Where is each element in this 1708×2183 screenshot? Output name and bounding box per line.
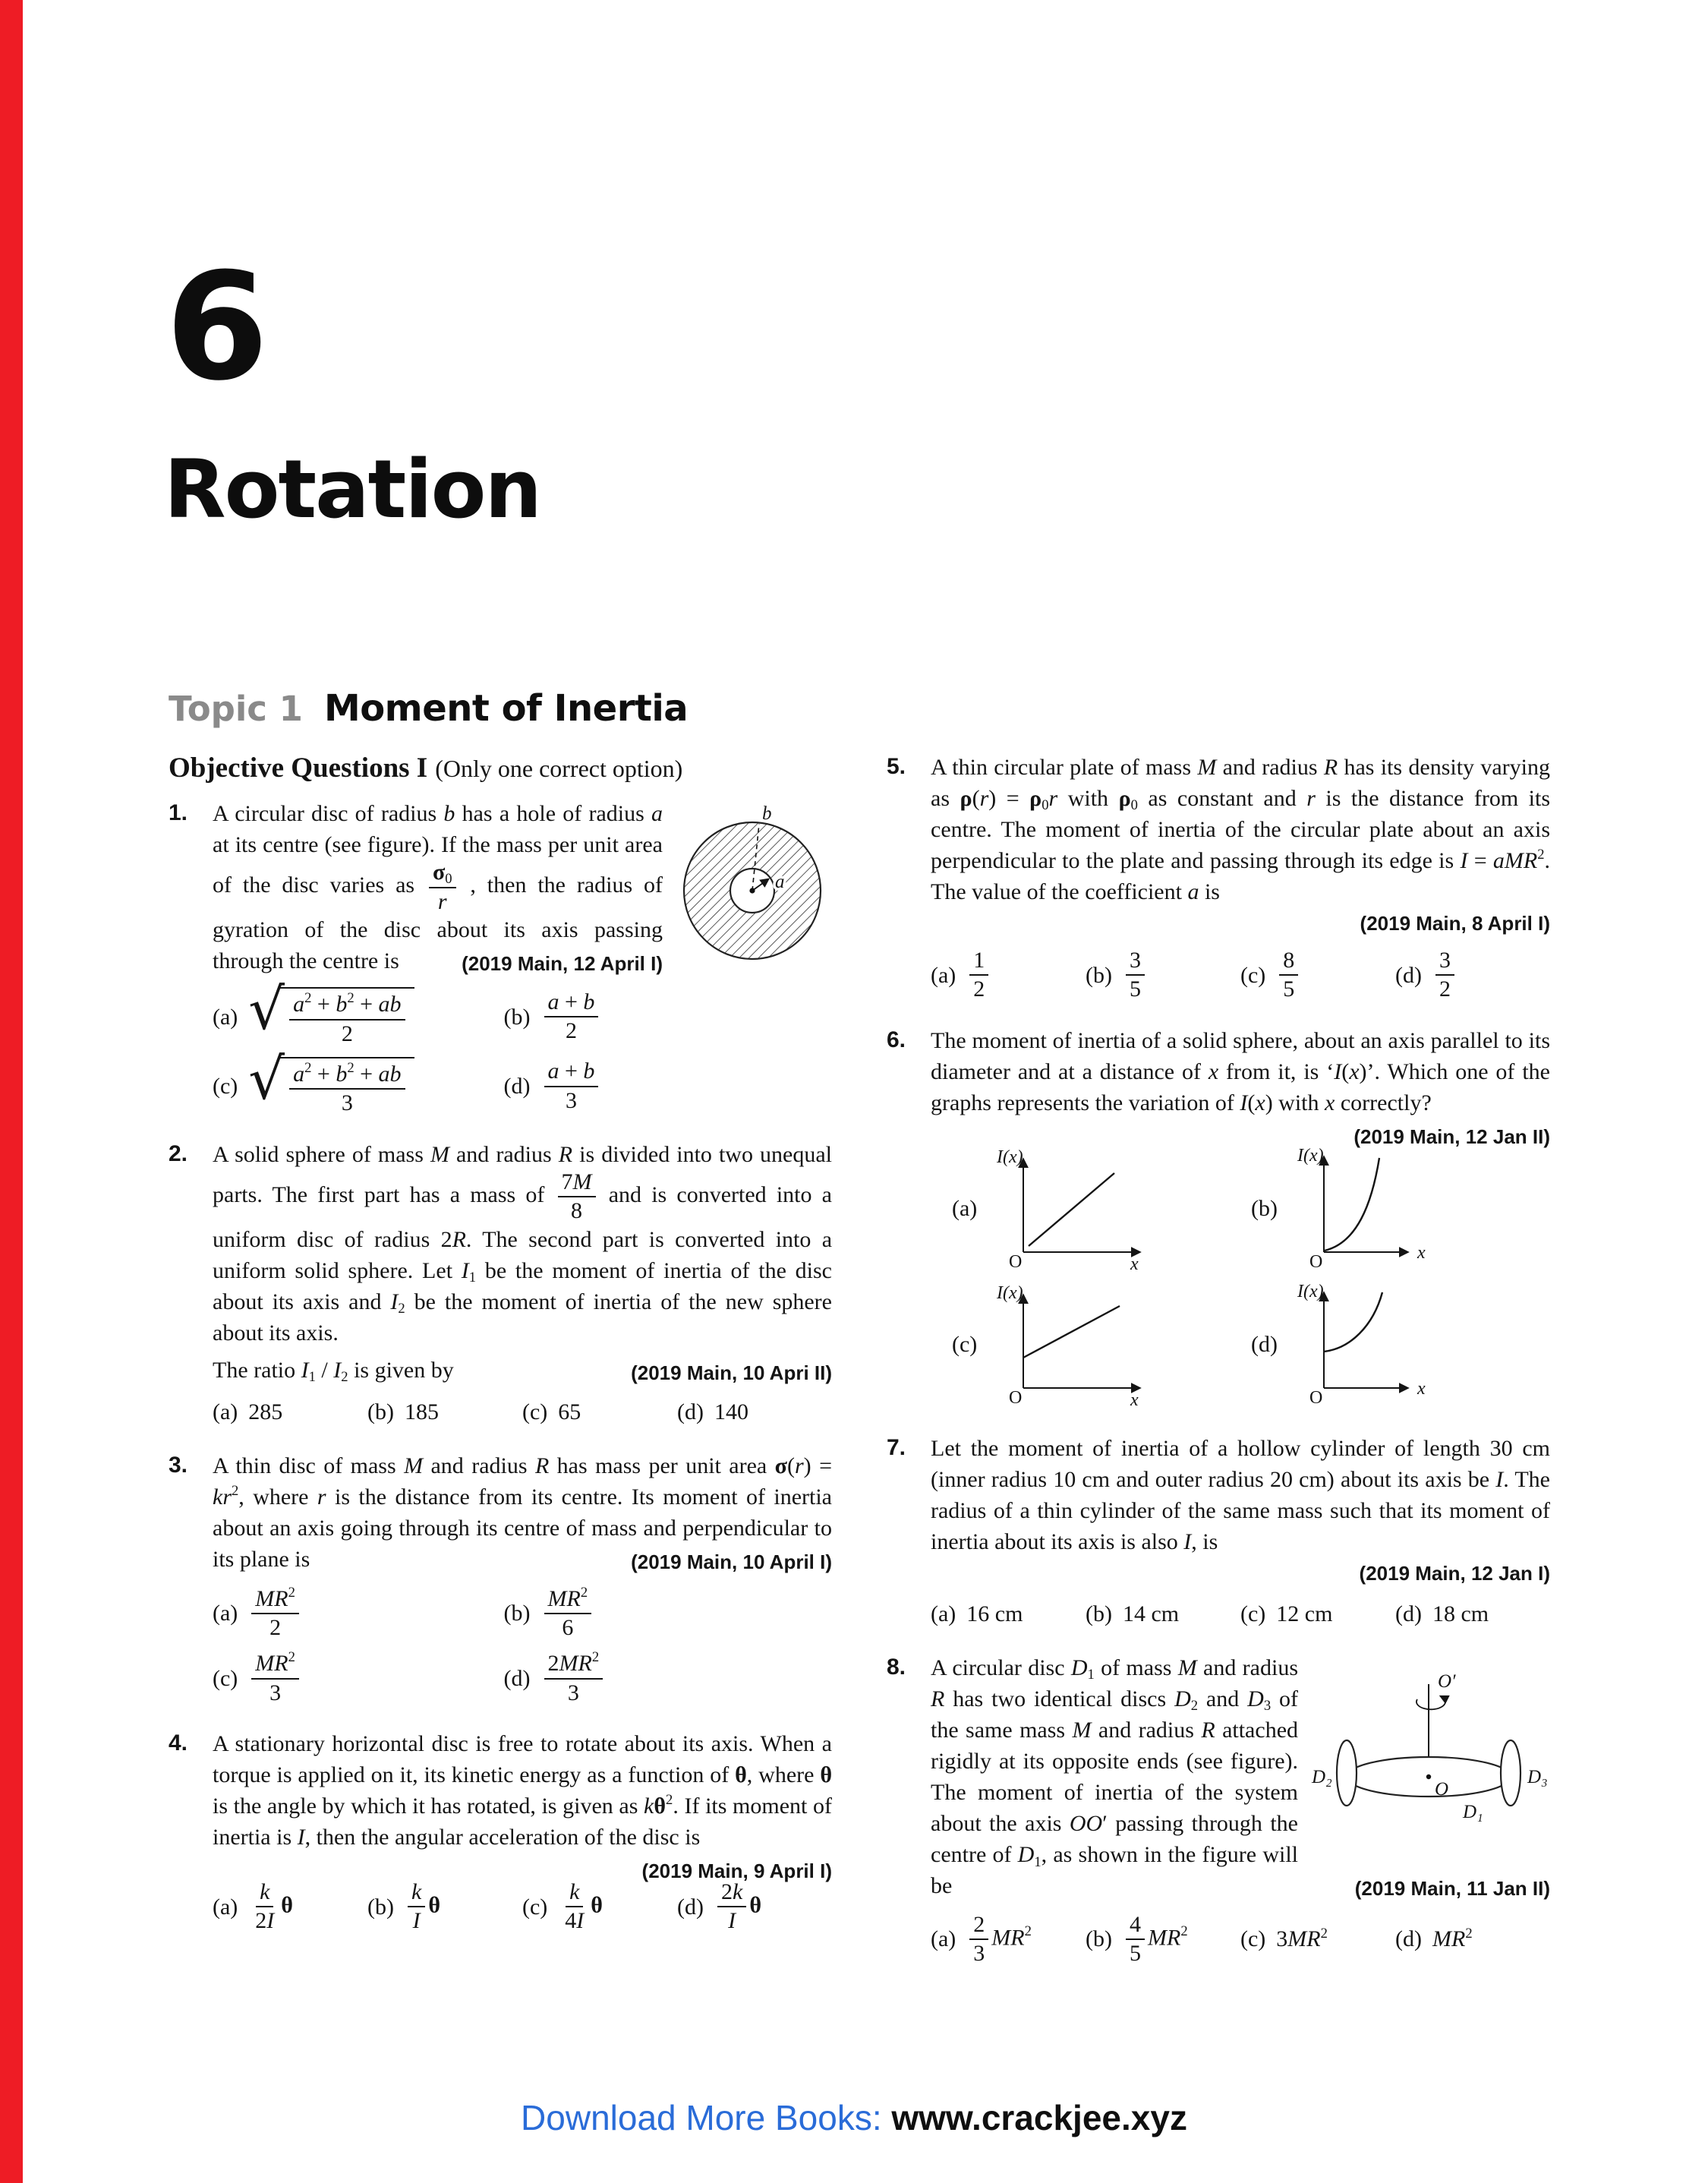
footer-text: Download More Books: xyxy=(521,2098,892,2137)
question-1-options-row-1 xyxy=(213,976,832,1046)
topic-heading xyxy=(169,687,688,730)
option-label: (b) xyxy=(367,1894,394,1920)
option-value: 140 xyxy=(714,1399,748,1425)
question-8 xyxy=(887,1652,1550,1967)
graph-c-curve xyxy=(1023,1306,1120,1358)
option-value: $\frac{MR^2}{6}$ xyxy=(541,1586,595,1641)
question-5 xyxy=(887,752,1550,1002)
question-8-source: (2019 Main, 11 Jan II) xyxy=(1354,1877,1550,1901)
option-label: (a) xyxy=(213,1894,238,1920)
question-7-option-c xyxy=(1240,1598,1395,1629)
y-axis-label: I(x) xyxy=(997,1282,1023,1303)
graph-c-label: (c) xyxy=(952,1331,978,1357)
question-7-number: 7. xyxy=(887,1434,906,1460)
option-value: $\frac{4}{5}$ $MR^2$ xyxy=(1123,1913,1188,1967)
option-label: (b) xyxy=(1086,1601,1112,1626)
question-2-option-b xyxy=(367,1396,522,1427)
question-8-option-d xyxy=(1395,1923,1550,1954)
option-value: 185 xyxy=(404,1399,439,1425)
graph-option-a xyxy=(952,1146,1251,1271)
graph-a-label: (a) xyxy=(952,1195,978,1221)
objective-questions-subheading: (Only one correct option) xyxy=(435,755,683,782)
question-1-options-row-2 xyxy=(213,1045,832,1116)
option-value: 12 cm xyxy=(1276,1601,1333,1626)
option-value: $\frac{1}{2}$ xyxy=(966,948,991,1002)
option-label: (b) xyxy=(1086,962,1112,988)
question-5-option-c xyxy=(1240,948,1395,1002)
question-7-source-row xyxy=(931,1560,1550,1588)
x-axis-label: x xyxy=(1130,1390,1139,1407)
question-6-number: 6. xyxy=(887,1027,906,1052)
topic-label: Topic 1 xyxy=(169,689,303,729)
question-3-option-d xyxy=(504,1651,796,1705)
question-2-option-d xyxy=(677,1396,832,1427)
question-3-option-b xyxy=(504,1586,796,1641)
question-1-text: A circular disc of radius b has a hole of radius a at its centre (see figure). If the mass per unit area of the disc varies as $\frac{\sigma_0}{r}$ , then the radius of gyration of the disc about its axis passing through the centre is (2019 Main, 12 April I) xyxy=(213,798,832,976)
left-column xyxy=(169,752,832,1989)
label-a: a xyxy=(775,872,785,892)
option-value: $\frac{a + b}{3}$ xyxy=(541,1059,602,1113)
annulus-figure-svg xyxy=(676,798,832,971)
option-value: $\frac{2MR^2}{3}$ xyxy=(541,1651,607,1705)
question-3-text: A thin disc of mass M and radius R has mass per unit area $\sigma(r) = kr^2$, where r is the distance from its centre. Its moment of inertia about an axis going through its centre of mass and perpendicular to its plane is (2019 Main, 10 April I) xyxy=(213,1450,832,1575)
option-value: 14 cm xyxy=(1122,1601,1180,1626)
question-6-text: The moment of inertia of a solid sphere, about an axis parallel to its diameter and at a distance of x from it, is ‘I(x)’. Which one of the graphs represents the variation of I(x) with x correctly? (2019 Main, 12 Jan II) xyxy=(931,1025,1550,1118)
option-label: (b) xyxy=(1086,1926,1112,1952)
graph-c-plot xyxy=(989,1282,1179,1407)
option-label: (c) xyxy=(1240,1601,1266,1626)
question-5-source: (2019 Main, 8 April I) xyxy=(1360,912,1550,935)
question-4-text: A stationary horizontal disc is free to rotate about its axis. When a torque is applied on it, its kinetic energy as a function of θ, where θ is the angle by which it has rotated, is given as $k\theta^2$. If its moment of inertia is I, then the angular acceleration of the disc is (2019 Main, 9 April I) xyxy=(213,1728,832,1853)
question-7 xyxy=(887,1433,1550,1629)
graph-d-curve xyxy=(1324,1292,1382,1352)
question-3-options-row-1 xyxy=(213,1586,832,1641)
question-7-option-b xyxy=(1086,1598,1240,1629)
graph-a-curve xyxy=(1029,1173,1114,1246)
option-label: (a) xyxy=(213,1600,238,1626)
option-value: $\frac{2k}{I}$ θ xyxy=(714,1880,761,1934)
disc-d3 xyxy=(1501,1740,1520,1806)
question-8-number: 8. xyxy=(887,1654,906,1680)
section-heading xyxy=(169,752,832,784)
x-axis-label: x xyxy=(1417,1242,1426,1263)
graph-b-label: (b) xyxy=(1251,1195,1278,1221)
option-label: (c) xyxy=(522,1399,548,1425)
option-value: $3MR^2$ xyxy=(1276,1925,1328,1952)
d2-label: D₂ xyxy=(1312,1766,1332,1787)
chapter-edge-stripe xyxy=(0,0,23,2183)
question-7-source: (2019 Main, 12 Jan I) xyxy=(1359,1562,1550,1585)
option-label: (c) xyxy=(1240,1926,1266,1952)
d1-label: D₁ xyxy=(1463,1801,1483,1822)
y-axis-label: I(x) xyxy=(1297,1281,1324,1301)
question-4-option-a xyxy=(213,1880,367,1934)
graph-b-curve xyxy=(1325,1158,1379,1251)
two-column-body xyxy=(169,752,1550,1989)
option-value: $\frac{2}{3}$ $MR^2$ xyxy=(966,1913,1032,1967)
three-discs-figure-svg xyxy=(1307,1655,1550,1841)
question-2-option-a xyxy=(213,1396,367,1427)
right-column xyxy=(887,752,1550,1989)
question-2-text-2: The ratio $I_1 / I_2$ is given by (2019 Main, 10 Apri II) xyxy=(213,1355,832,1386)
question-6-source: (2019 Main, 12 Jan II) xyxy=(1353,1125,1550,1149)
option-label: (c) xyxy=(522,1894,548,1920)
origin-label: O xyxy=(1309,1387,1323,1407)
question-3-option-a xyxy=(213,1586,504,1641)
question-5-number: 5. xyxy=(887,754,906,779)
chapter-title: Rotation xyxy=(164,443,540,536)
y-axis-label: I(x) xyxy=(1297,1145,1324,1166)
axis-top-label: O′ xyxy=(1438,1670,1456,1692)
q6-graph-options xyxy=(952,1146,1550,1407)
question-5-option-a xyxy=(931,948,1086,1002)
objective-questions-heading: Objective Questions I xyxy=(169,752,428,784)
option-value: $MR^2$ xyxy=(1432,1925,1473,1952)
option-value: $\frac{a + b}{2}$ xyxy=(541,990,602,1044)
question-8-option-b xyxy=(1086,1913,1240,1967)
origin-label: O xyxy=(1009,1387,1023,1407)
question-4-number: 4. xyxy=(169,1730,188,1756)
graph-d-label: (d) xyxy=(1251,1331,1278,1357)
question-2-text: A solid sphere of mass M and radius R is divided into two unequal parts. The first part has a mass of $\frac{7M}{8}$ and is converted into a uniform disc of radius 2R. The second part is converted into a uniform solid sphere. Let $I_1$ be the moment of inertia of the disc about its axis and $I_2$ be the moment of inertia of the new sphere about its axis. xyxy=(213,1141,833,1345)
option-value: √ $\frac{a^2 + b^2 + ab}{2}$ xyxy=(248,987,414,1046)
x-axis-label: x xyxy=(1130,1254,1139,1271)
question-7-option-d xyxy=(1395,1598,1550,1629)
option-label: (a) xyxy=(931,1601,956,1626)
y-axis-label: I(x) xyxy=(997,1147,1023,1167)
question-1-option-b xyxy=(504,990,796,1044)
option-label: (a) xyxy=(213,1399,238,1425)
option-label: (d) xyxy=(677,1894,704,1920)
topic-title: Moment of Inertia xyxy=(323,687,689,730)
question-2-source: (2019 Main, 10 Apri II) xyxy=(631,1361,832,1384)
graph-b-plot xyxy=(1290,1146,1480,1271)
graph-a-plot xyxy=(989,1146,1179,1271)
option-label: (b) xyxy=(503,1004,531,1030)
option-value: 18 cm xyxy=(1432,1601,1489,1626)
chapter-number: 6 xyxy=(165,241,266,413)
option-label: (d) xyxy=(503,1074,531,1099)
origin-label: O xyxy=(1309,1251,1323,1271)
footer-link[interactable]: www.crackjee.xyz xyxy=(891,2098,1187,2137)
question-5-option-d xyxy=(1395,948,1550,1002)
option-label: (c) xyxy=(213,1074,238,1099)
option-label: (a) xyxy=(931,962,956,988)
label-b: b xyxy=(762,803,772,824)
origin-label: O xyxy=(1009,1251,1023,1271)
option-value: $\frac{k}{2I}$ θ xyxy=(255,1879,293,1934)
annulus-figure xyxy=(676,798,832,980)
option-value: $\frac{MR^2}{2}$ xyxy=(248,1586,302,1641)
graph-option-c xyxy=(952,1282,1251,1407)
option-label: (d) xyxy=(1395,962,1422,988)
disc-d2 xyxy=(1337,1740,1357,1806)
question-1-option-c xyxy=(213,1045,504,1116)
question-6 xyxy=(887,1025,1550,1410)
question-4-source: (2019 Main, 9 April I) xyxy=(641,1860,832,1883)
page-footer xyxy=(0,2097,1708,2138)
option-label: (a) xyxy=(931,1926,956,1952)
question-4 xyxy=(169,1728,832,1934)
option-label: (d) xyxy=(677,1399,704,1425)
question-3-option-c xyxy=(213,1651,504,1705)
option-value: √ $\frac{a^2 + b^2 + ab}{3}$ xyxy=(248,1057,414,1116)
option-value: $\frac{8}{5}$ xyxy=(1276,948,1301,1002)
question-8-option-c xyxy=(1240,1923,1395,1954)
option-label: (b) xyxy=(367,1399,394,1425)
three-discs-figure xyxy=(1307,1655,1550,1850)
option-label: (a) xyxy=(213,1004,238,1030)
option-label: (c) xyxy=(213,1665,238,1691)
rotation-arrow xyxy=(1417,1696,1445,1709)
question-2-option-c xyxy=(522,1396,677,1427)
question-2-options-row xyxy=(213,1396,832,1427)
question-2 xyxy=(169,1139,832,1427)
graph-option-d xyxy=(1251,1282,1550,1407)
option-value: 285 xyxy=(248,1399,283,1425)
question-4-option-b xyxy=(367,1880,522,1934)
option-value: $\frac{k}{I}$ θ xyxy=(405,1880,440,1934)
option-label: (d) xyxy=(1395,1601,1422,1626)
question-5-option-b xyxy=(1086,948,1240,1002)
question-4-options-row xyxy=(213,1880,832,1934)
question-1-option-d xyxy=(504,1059,796,1113)
question-3-number: 3. xyxy=(169,1453,188,1478)
question-1 xyxy=(169,798,832,1116)
option-value: 16 cm xyxy=(966,1601,1023,1626)
option-label: (b) xyxy=(503,1600,531,1626)
question-3-options-row-2 xyxy=(213,1651,832,1705)
question-4-option-c xyxy=(522,1880,677,1934)
d3-label: D₃ xyxy=(1527,1766,1548,1787)
question-7-options-row xyxy=(931,1598,1550,1629)
graph-d-plot xyxy=(1290,1282,1480,1407)
option-label: (c) xyxy=(1240,962,1266,988)
option-value: $\frac{MR^2}{3}$ xyxy=(248,1651,302,1705)
question-5-options-row xyxy=(931,948,1550,1002)
centre-label: O xyxy=(1435,1778,1449,1800)
option-value: $\frac{3}{2}$ xyxy=(1432,948,1457,1002)
option-value: $\frac{k}{4I}$ θ xyxy=(565,1879,603,1934)
option-label: (d) xyxy=(1395,1926,1422,1952)
graph-option-b xyxy=(1251,1146,1550,1271)
question-1-number: 1. xyxy=(169,800,188,825)
option-label: (d) xyxy=(503,1665,531,1691)
question-3 xyxy=(169,1450,832,1705)
question-8-options-row xyxy=(931,1913,1550,1967)
option-value: $\frac{3}{5}$ xyxy=(1123,948,1148,1002)
question-7-option-a xyxy=(931,1598,1086,1629)
question-5-source-row xyxy=(931,910,1550,938)
question-8-text: A circular disc $D_1$ of mass M and radius R has two identical discs $D_2$ and $D_3$ of the same mass M and radius R attached rigidly at its opposite ends (see figure). The moment of inertia of the system about the axis OO′ passing through the centre of $D_1$, as shown in the figure will be (2019 Main, 11 Jan II) xyxy=(931,1652,1550,1902)
question-8-option-a xyxy=(931,1913,1086,1967)
question-3-source: (2019 Main, 10 April I) xyxy=(631,1550,832,1574)
question-1-option-a xyxy=(213,976,504,1046)
question-5-text: A thin circular plate of mass M and radius R has its density varying as $\rho(r) = \rho_0r$ with $\rho_0$ as constant and r is the distance from its centre. The moment of inertia of the circular plate about an axis perpendicular to the plate and passing through its edge is I = aMR$^2$. The value of the coefficient a is xyxy=(931,755,1551,905)
question-1-source: (2019 Main, 12 April I) xyxy=(462,952,663,976)
question-2-number: 2. xyxy=(169,1140,188,1166)
x-axis-label: x xyxy=(1417,1378,1426,1399)
question-7-text: Let the moment of inertia of a hollow cylinder of length 30 cm (inner radius 10 cm and outer radius 20 cm) about its axis be I. The radius of a thin cylinder of the same mass such that its moment of inertia about its axis is also I, is xyxy=(931,1435,1550,1555)
question-4-option-d xyxy=(677,1880,832,1934)
option-value: 65 xyxy=(558,1399,581,1425)
